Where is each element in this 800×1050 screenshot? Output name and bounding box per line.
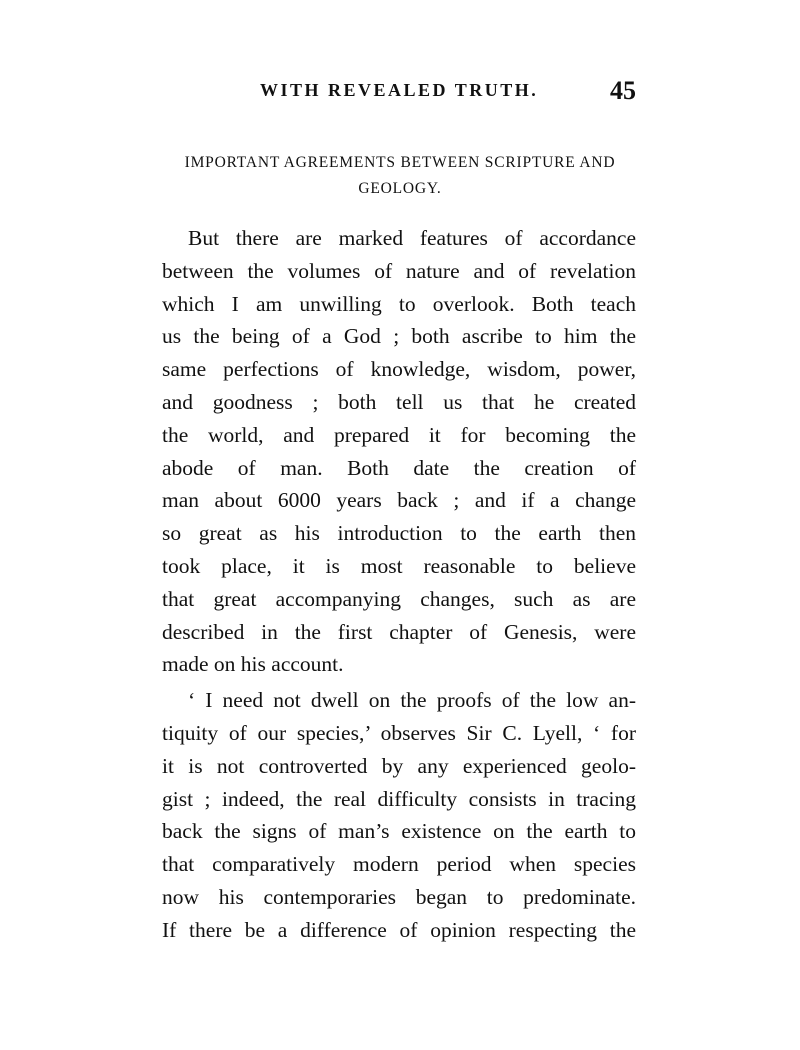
text-line: gist ; indeed, the real difficulty consists in tracing (162, 786, 636, 811)
running-head (160, 76, 636, 106)
text-line: man about 6000 years back ; and if a change (162, 488, 636, 513)
text-line: same perfections of knowledge, wisdom, power, (162, 357, 636, 382)
text-line: ‘ I need not dwell on the proofs of the low an- (188, 688, 636, 713)
text-line: back the signs of man’s existence on the earth to (162, 819, 636, 844)
text-line: so great as his introduction to the earth then (162, 521, 636, 546)
text-line: that great accompanying changes, such as are (162, 586, 636, 611)
text-line: described in the first chapter of Genesis, were (162, 619, 636, 644)
text-line: took place, it is most reasonable to believe (162, 553, 636, 578)
paragraph-2 (162, 684, 636, 946)
body-text (162, 222, 636, 947)
text-line: now his contemporaries began to predominate. (162, 884, 636, 909)
text-line: that comparatively modern period when species (162, 852, 636, 877)
text-line: it is not controverted by any experienced geolo- (162, 753, 636, 778)
text-line: the world, and prepared it for becoming the (162, 422, 636, 447)
text-line: which I am unwilling to overlook. Both teach (162, 291, 636, 316)
section-heading-line: GEOLOGY. (358, 180, 442, 197)
text-line: tiquity of our species,’ observes Sir C. Lyell, ‘ for (162, 720, 636, 745)
text-line: us the being of a God ; both ascribe to him the (162, 324, 636, 349)
paragraph-1 (162, 222, 636, 681)
text-line: made on his account. (162, 652, 344, 677)
running-title: WITH REVEALED TRUTH. (260, 80, 539, 100)
page-number: 45 (610, 76, 636, 105)
section-heading (150, 150, 650, 202)
text-line: abode of man. Both date the creation of (162, 455, 636, 480)
text-line: and goodness ; both tell us that he created (162, 389, 636, 414)
text-line: But there are marked features of accordance (188, 226, 636, 250)
text-line: If there be a difference of opinion respecting the (162, 917, 636, 942)
section-heading-line: IMPORTANT AGREEMENTS BETWEEN SCRIPTURE AND (184, 154, 616, 171)
text-line: between the volumes of nature and of revelation (162, 258, 636, 283)
